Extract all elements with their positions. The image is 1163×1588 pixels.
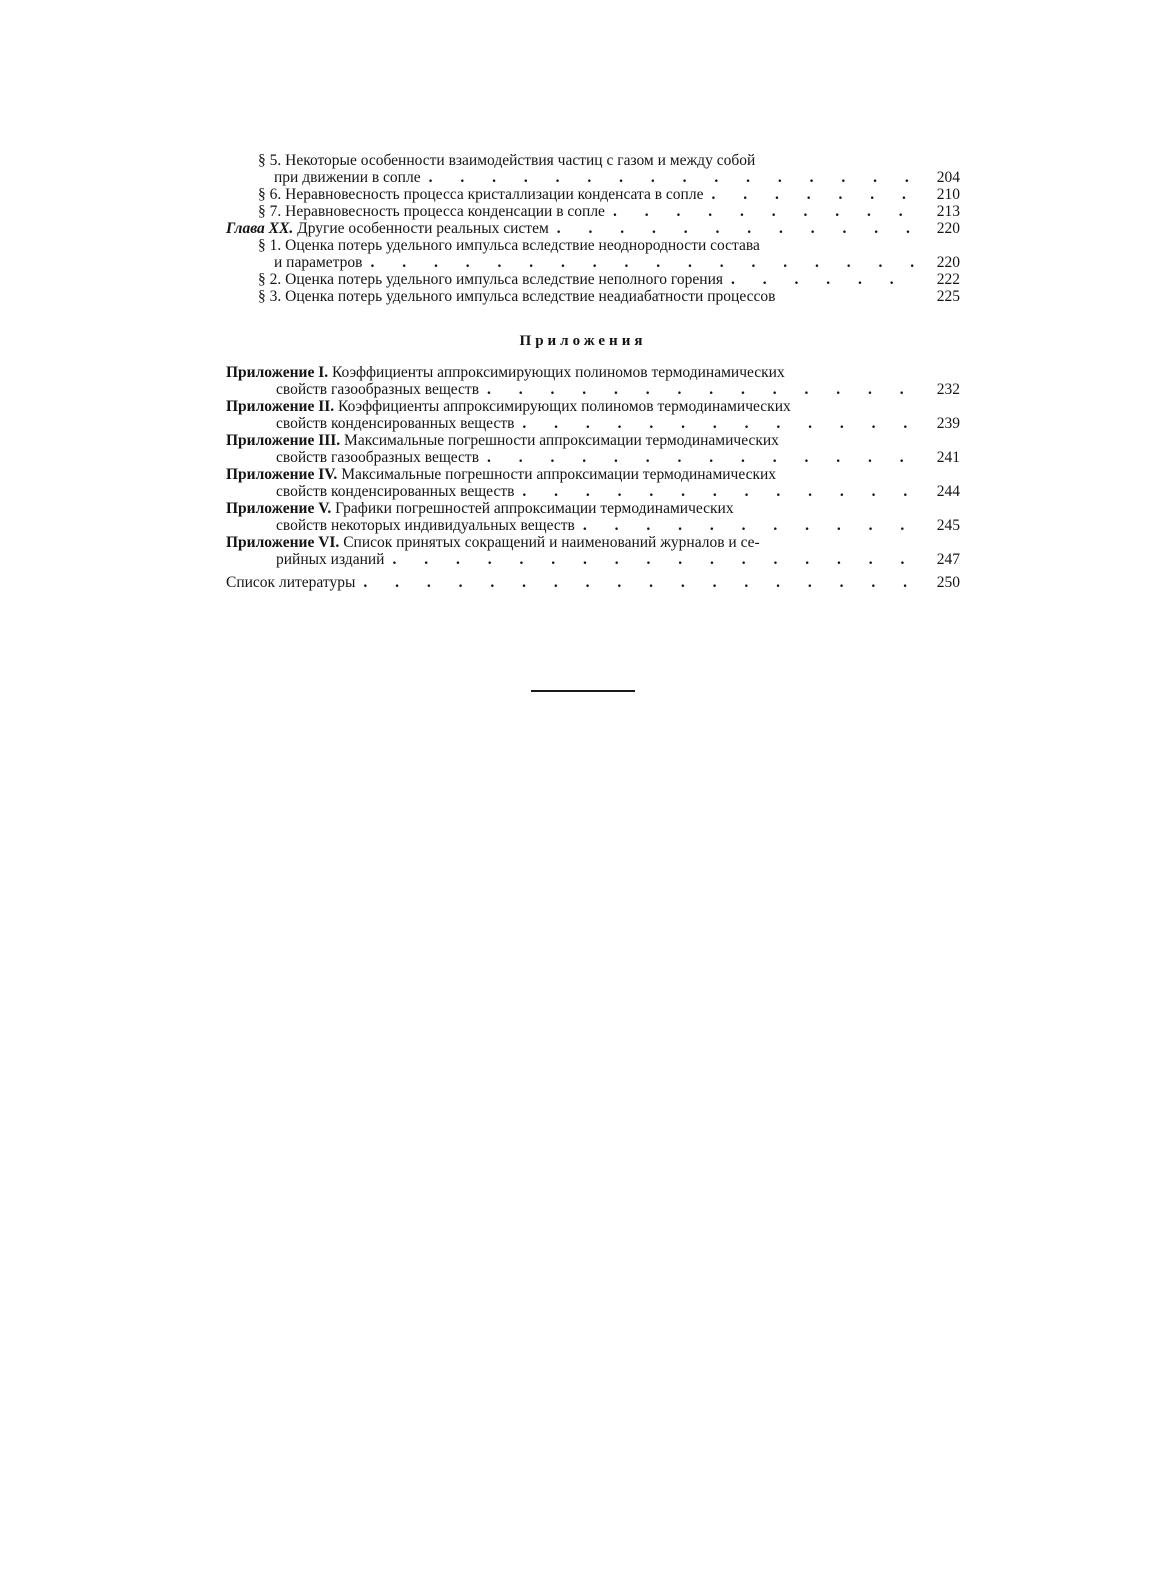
dot-leader (362, 254, 916, 271)
toc-entry-section-6[interactable] (226, 186, 960, 203)
toc-entry-line (226, 517, 960, 534)
toc-entry-section-7[interactable] (226, 203, 960, 220)
appendix-title-line-2: свойств конденсированных веществ (276, 415, 515, 432)
section-title-line-1: Некоторые особенности взаимодействия частиц с газом и между собой (285, 152, 756, 169)
toc-entry-line (226, 364, 960, 381)
dot-leader (514, 483, 916, 500)
appendix-title-line-2: рийных изданий (276, 551, 385, 568)
appendix-title-line-1: Графики погрешностей аппроксимации термодинамических (335, 500, 734, 517)
dot-leader (723, 271, 916, 288)
toc-entry-line (226, 381, 960, 398)
page-number: 239 (936, 415, 960, 432)
toc-entry-appendix-1[interactable] (226, 364, 960, 398)
section-number: § 3. (258, 288, 282, 305)
appendix-title-line-2: свойств газообразных веществ (276, 381, 480, 398)
toc-entry-appendix-5[interactable] (226, 500, 960, 534)
appendix-label: Приложение I. (226, 364, 329, 381)
page-number: 244 (936, 483, 960, 500)
toc-entry-section-3[interactable] (226, 288, 960, 305)
page-number: 210 (936, 186, 960, 203)
toc-entry-section-5[interactable] (226, 152, 960, 186)
section-number: § 2. (258, 271, 282, 288)
toc-entry-appendix-2[interactable] (226, 398, 960, 432)
toc-entry-line (258, 271, 960, 288)
toc-entry-appendix-6[interactable] (226, 534, 960, 568)
page-number: 220 (936, 254, 960, 271)
toc-entry-line (258, 152, 960, 169)
appendix-label: Приложение IV. (226, 466, 338, 483)
end-rule-divider (531, 690, 635, 692)
page-number: 232 (936, 381, 960, 398)
section-title-line-1: Оценка потерь удельного импульса вследствие неоднородности состава (285, 237, 760, 254)
section-title: Оценка потерь удельного импульса вследствие неадиабатности процессов (285, 288, 776, 305)
dot-leader (355, 574, 916, 591)
appendix-label: Приложение V. (226, 500, 332, 517)
section-number: § 1. (258, 237, 282, 254)
section-title-line-2: при движении в сопле (274, 169, 421, 186)
toc-entry-line (226, 220, 960, 237)
dot-leader (479, 449, 916, 466)
toc-entry-appendix-4[interactable] (226, 466, 960, 500)
section-title: Неравновесность процесса конденсации в сопле (285, 203, 605, 220)
toc-entry-line (226, 449, 960, 466)
appendices-heading: Приложения (519, 333, 647, 349)
toc-entry-line (258, 254, 960, 271)
section-title: Оценка потерь удельного импульса вследствие неполного горения (285, 271, 723, 288)
appendix-label: Приложение II. (226, 398, 335, 415)
chapter-title: Другие особенности реальных систем (297, 220, 549, 237)
toc-entry-line (226, 574, 960, 591)
page-number: 241 (936, 449, 960, 466)
toc-entry-line (258, 288, 960, 305)
appendix-title-line-1: Коэффициенты аппроксимирующих полиномов термодинамических (338, 398, 791, 415)
dot-leader (703, 186, 916, 203)
toc-entry-line (258, 237, 960, 254)
section-title: Неравновесность процесса кристаллизации конденсата в сопле (285, 186, 704, 203)
literature-title: Список литературы (226, 574, 356, 591)
section-number: § 7. (258, 203, 282, 220)
appendix-title-line-2: свойств газообразных веществ (276, 449, 480, 466)
dot-leader (575, 517, 916, 534)
toc-entry-line (258, 186, 960, 203)
appendix-label: Приложение VI. (226, 534, 340, 551)
dot-leader (514, 415, 916, 432)
page-number: 245 (936, 517, 960, 534)
chapter-label: Глава XX. (226, 220, 294, 237)
appendix-title-line-1: Максимальные погрешности аппроксимации термодинамических (341, 466, 777, 483)
dot-leader (549, 220, 916, 237)
section-number: § 6. (258, 186, 282, 203)
toc-entry-line (226, 534, 960, 551)
toc-entry-chapter-20[interactable] (226, 220, 960, 237)
table-of-contents (226, 152, 960, 591)
page-number: 213 (936, 203, 960, 220)
section-number: § 5. (258, 152, 282, 169)
dot-leader (479, 381, 916, 398)
appendix-title-line-1: Коэффициенты аппроксимирующих полиномов термодинамических (331, 364, 785, 381)
toc-entry-literature[interactable] (226, 574, 960, 591)
page-number: 247 (936, 551, 960, 568)
dot-leader (421, 169, 916, 186)
toc-entry-line (258, 169, 960, 186)
toc-entry-line (226, 466, 960, 483)
page-number: 222 (936, 271, 960, 288)
toc-entry-section-1[interactable] (226, 237, 960, 271)
dot-leader (605, 203, 916, 220)
appendix-label: Приложение III. (226, 432, 341, 449)
toc-entry-line (226, 483, 960, 500)
section-title-line-2: и параметров (274, 254, 363, 271)
toc-entry-line (258, 203, 960, 220)
toc-entry-section-2[interactable] (226, 271, 960, 288)
page-number: 225 (936, 288, 960, 305)
toc-entry-line (226, 415, 960, 432)
appendix-title-line-2: свойств некоторых индивидуальных веществ (276, 517, 575, 534)
toc-entry-line (226, 398, 960, 415)
dot-leader (384, 551, 916, 568)
toc-entry-appendix-3[interactable] (226, 432, 960, 466)
appendix-title-line-1: Список принятых сокращений и наименований журналов и се- (343, 534, 760, 551)
toc-entry-line (226, 432, 960, 449)
page-number: 220 (936, 220, 960, 237)
toc-entry-line (226, 551, 960, 568)
toc-entry-line (226, 500, 960, 517)
page-number: 250 (936, 574, 960, 591)
appendix-title-line-2: свойств конденсированных веществ (276, 483, 515, 500)
appendix-title-line-1: Максимальные погрешности аппроксимации термодинамических (344, 432, 779, 449)
page-number: 204 (936, 169, 960, 186)
